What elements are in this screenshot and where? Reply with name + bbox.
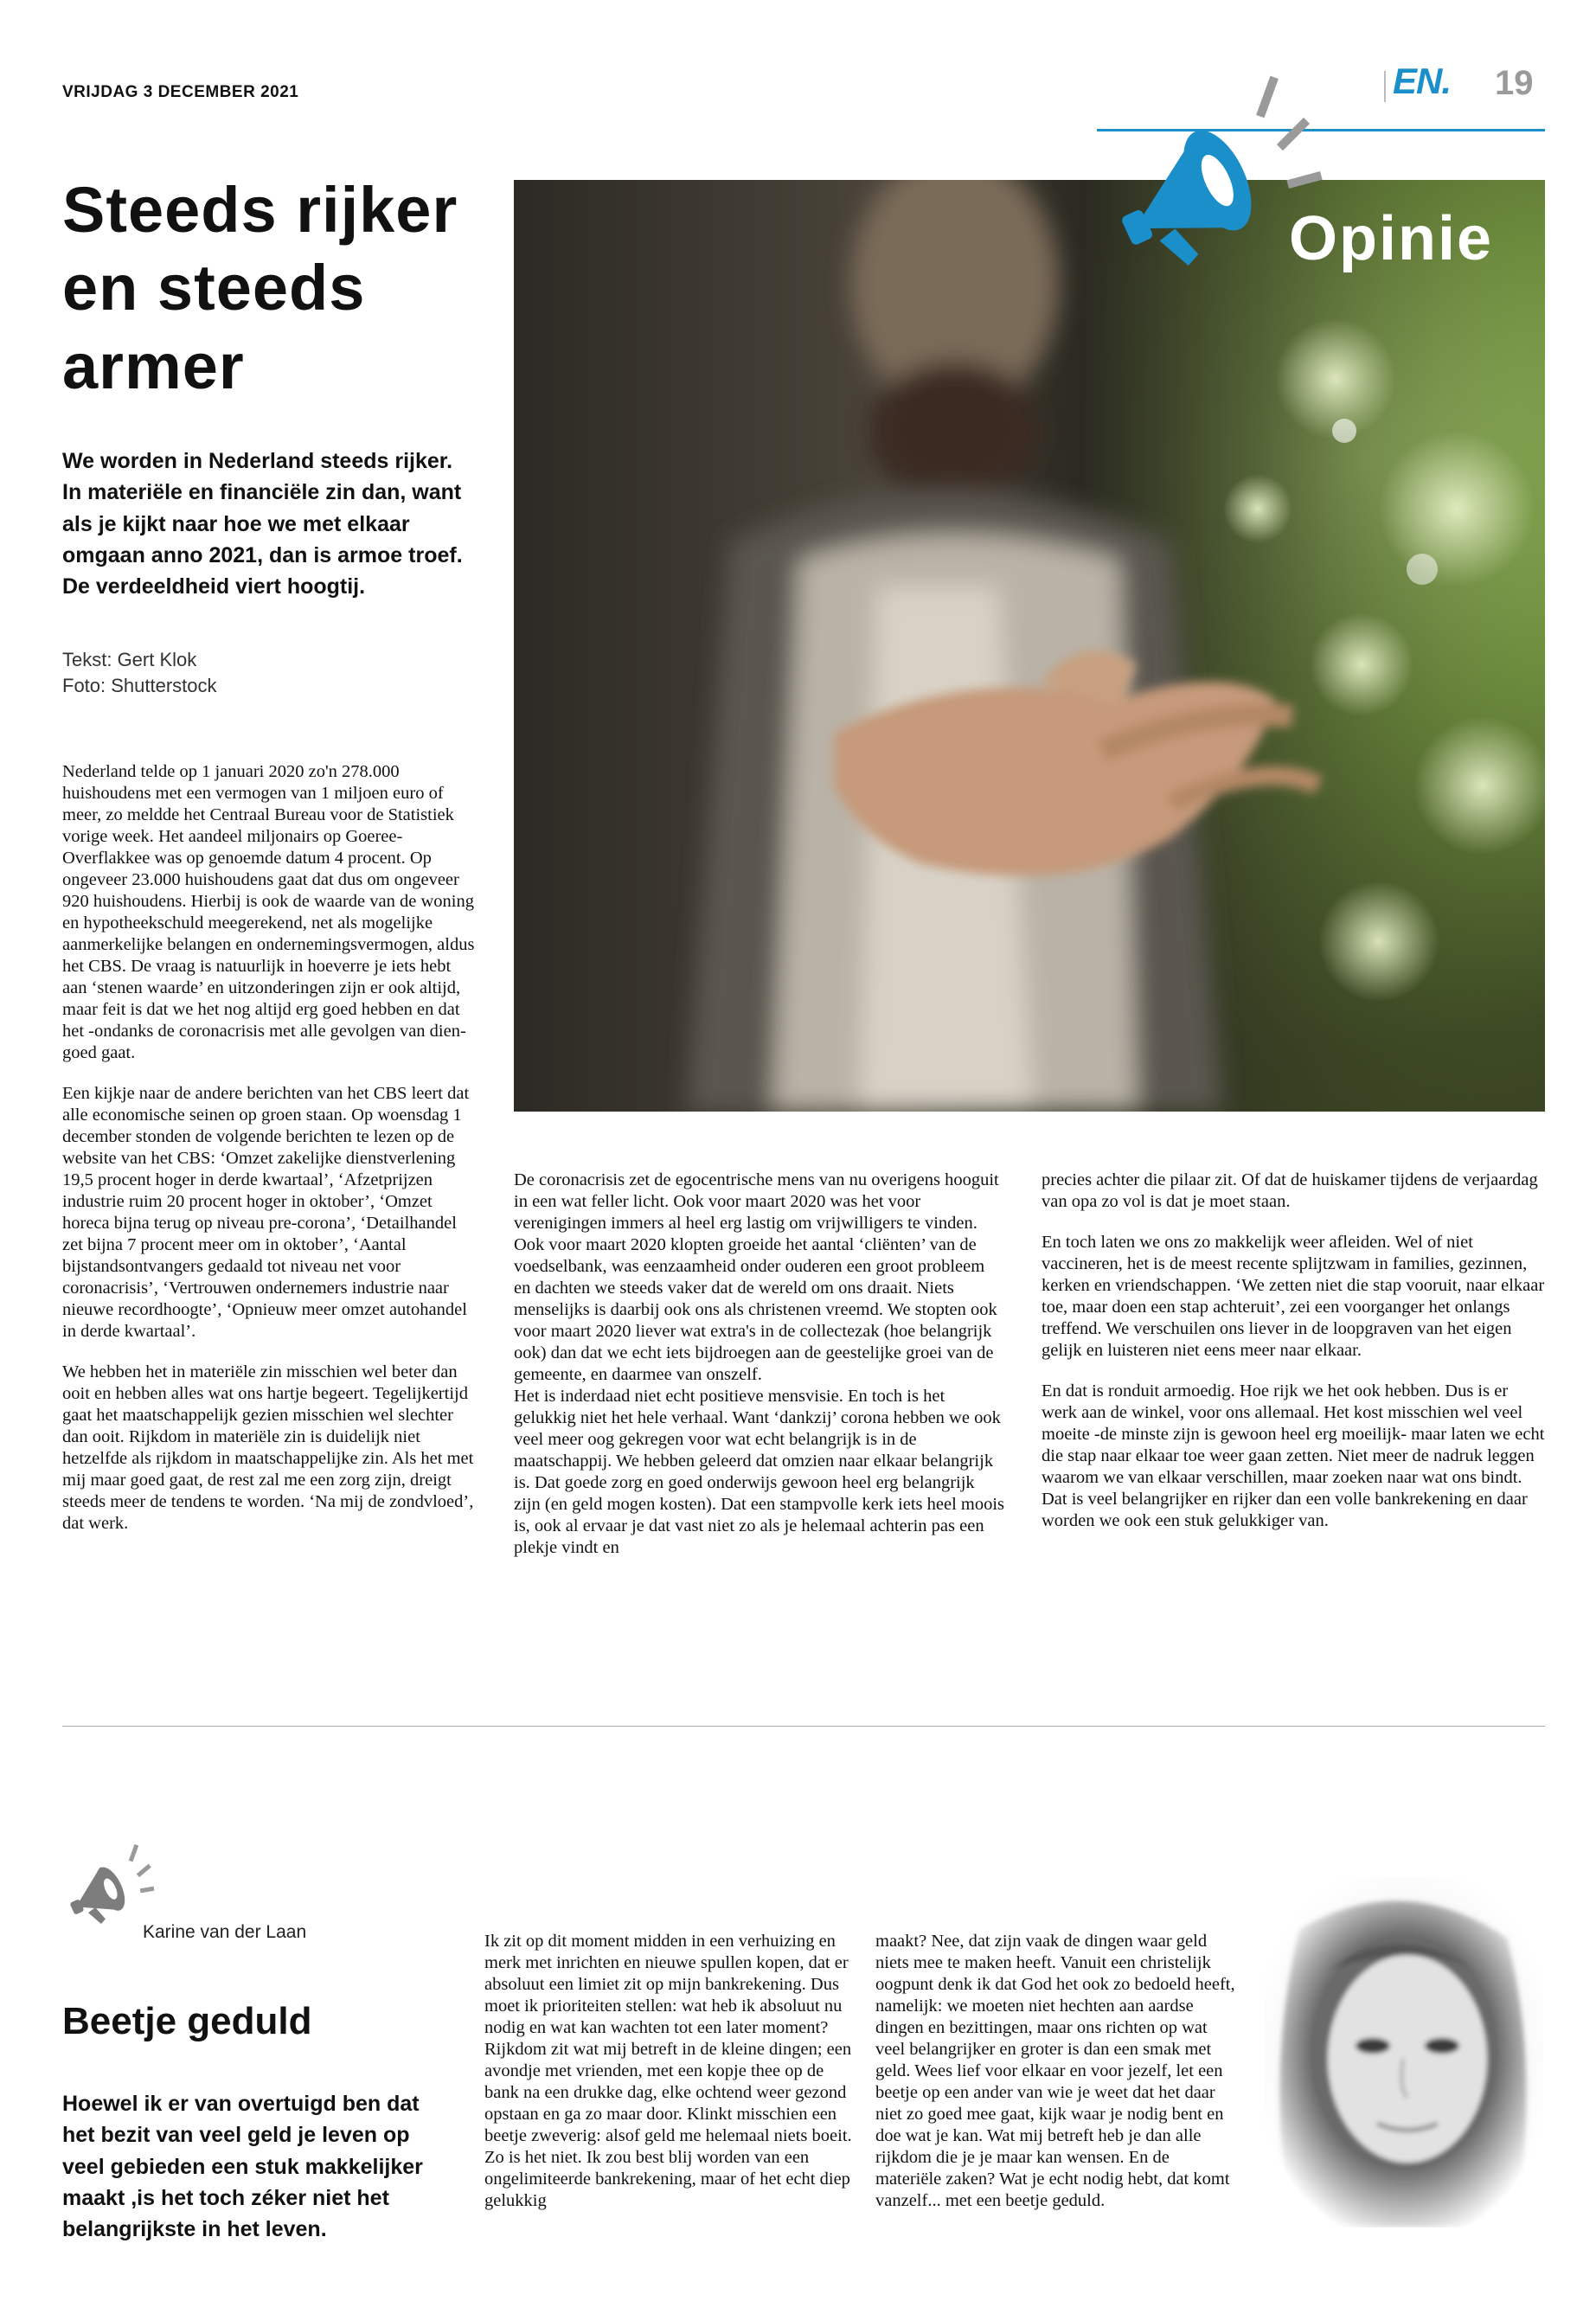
paragraph: precies achter die pilaar zit. Of dat de huiskamer tijdens de verjaardag van opa zo vol is dat je moet staan. — [1042, 1170, 1538, 1211]
headline-line: Steeds rijker — [62, 174, 458, 246]
column-body-2 — [875, 1931, 1239, 2231]
lede-line: De verdeeldheid viert hoogtij. — [62, 574, 366, 599]
lede-line: het bezit van veel geld je leven op — [62, 2123, 410, 2148]
article-column-1 — [62, 761, 476, 1554]
section-label: Opinie — [1289, 204, 1494, 273]
paragraph: En dat is ronduit armoedig. Hoe rijk we het ook hebben. Dus is er werk aan de winkel, voor ons allemaal. Het kost misschien wel veel moeite -de minste zijn is gewoon heel erg moeilijk- maar laten we echt die stap naar elkaar toe weer gaan zetten. Niet meer de nadruk leggen waarom we van elkaar verschillen, maar zoeken naar wat ons bindt. Dat is veel belangrijker en rijker dan een volle bankrekening en daar worden we ook een stuk gelukkiger van. — [1042, 1381, 1545, 1530]
small-megaphone-icon — [62, 1841, 157, 1927]
lede-line: belangrijkste in het leven. — [62, 2217, 327, 2241]
paragraph: Het is inderdaad niet echt positieve mensvisie. En toch is het gelukkig niet het hele verhaal. Want ‘dankzij’ corona hebben we ook veel meer oog gekregen voor wat echt belangrijk is in de maatschappij. We hebben geleerd dat omzien naar elkaar belangrijk is. Dat goede zorg en goed onderwijs gewoon heel erg belangrijk zijn (en geld mogen kosten). Dat een stampvolle kerk iets heel moois is, ook al ervaar je dat vast niet zo als je helemaal achterin pas een plekje vindt en — [514, 1387, 1005, 1557]
lede-line: als je kijkt naar hoe we met elkaar — [62, 511, 410, 536]
lede-line: maakt ,is het toch zéker niet het — [62, 2185, 389, 2210]
page-number: 19 — [1495, 64, 1534, 102]
paragraph: We hebben het in materiële zin misschien wel beter dan ooit en hebben alles wat ons hartje begeert. Tegelijkertijd gaat het maatschappelijk gezien misschien wel slechter dan ooit. Rijkdom in materiële zin is duidelijk niet hetzelfde als rijkdom in maatschappelijke zin. Als het met mij maar goed gaat, de rest zal me een zorg zijn, dreigt steeds meer de tendens te worden. ‘Na mij de zondvloed’, dat werk. — [62, 1362, 474, 1533]
headline-line: armer — [62, 330, 245, 402]
headline-line: en steeds — [62, 252, 366, 324]
article-lede — [62, 445, 512, 602]
paragraph: En toch laten we ons zo makkelijk weer afleiden. Wel of niet vaccineren, het is de meest recente splijtzwam in families, gezinnen, kerken en vriendschappen. ‘We zetten niet die stap vooruit, naar elkaar toe, maar doen een stap achteruit’, zei een voorganger het onlangs treffend. We verschuilen ons liever in de loopgraven van het eigen gelijk en luisteren niet eens meer naar elkaar. — [1042, 1233, 1545, 1360]
paragraph: Nederland telde op 1 januari 2020 zo'n 278.000 huishoudens met een vermogen van 1 miljoen euro of meer, zo meldde het Centraal Bureau voor de Statistiek vorige week. Het aandeel miljonairs op Goeree-Overflakkee was op genoemde datum 4 procent. Op ongeveer 23.000 huishoudens gaat dat dus om ongeveer 920 huishoudens. Hierbij is ook de waarde van de woning en hypotheekschuld meegerekend, net als mogelijke aanmerkelijke belangen en ondernemingsvermogen, aldus het CBS. De vraag is natuurlijk in hoeverre je iets hebt aan ‘stenen waarde’ en uitzonderingen zijn er ook altijd, maar feit is dat we het nog altijd erg goed hebben en dat het -ondanks de coronacrisis met alle gevolgen van dien- goed gaat. — [62, 762, 475, 1062]
column-headline: Beetje geduld — [62, 2000, 312, 2042]
article-headline — [62, 171, 512, 406]
paragraph: Ik zit op dit moment midden in een verhuizing en merk met inrichten en nieuwe spullen kopen, dat er absoluut een limiet zit op mijn bankrekening. Dus moet ik prioriteiten stellen: wat heb ik absoluut nu nodig en wat kan wachten tot een later moment? Rijkdom zit wat mij betreft in de kleine dingen; een avondje met vrienden, met een kopje thee op de bank na een drukke dag, elke ochtend weer gezond opstaan en ga zo maar door. Klinkt misschien een beetje zweverig: alsof geld me helemaal niets boeit. Zo is het niet. Ik zou best blij worden van een ongelimiteerde bankrekening, maar of het echt diep gelukkig — [484, 1932, 852, 2210]
article-column-3 — [1042, 1170, 1545, 1551]
brand-logo: EN. — [1393, 61, 1452, 101]
lede-line: Hoewel ik er van overtuigd ben dat — [62, 2092, 420, 2116]
credit-photo: Foto: Shutterstock — [62, 674, 217, 696]
article-credits — [62, 647, 217, 698]
hero-photo — [514, 180, 1545, 1112]
lede-line: We worden in Nederland steeds rijker. — [62, 449, 453, 473]
masthead-separator — [1384, 71, 1386, 102]
lede-line: In materiële en financiële zin dan, want — [62, 480, 462, 505]
author-name: Karine van der Laan — [143, 1922, 307, 1942]
paragraph: maakt? Nee, dat zijn vaak de dingen waar geld niets mee te maken heeft. Vanuit een christelijk oogpunt denk ik dat God het ook zo bedoeld heeft, namelijk: we moeten niet hechten aan aardse dingen en bezittingen, maar ons richten op wat veel belangrijker en groter is dan een smak met geld. Wees lief voor elkaar en voor jezelf, let een beetje op een ander van wie je weet dat het daar niet zo goed mee gaat, kijk waar je nodig bent en doe wat je kan. Wat mij betreft heb je dan alle rijkdom die je je maar kan wensen. En de materiële zaken? Wat je echt nodig hebt, dat komt vanzelf... met een beetje geduld. — [875, 1932, 1235, 2210]
section-divider — [62, 1726, 1545, 1727]
column-body-1 — [484, 1931, 856, 2231]
lede-line: omgaan anno 2021, dan is armoe troef. — [62, 542, 463, 567]
issue-date: VRIJDAG 3 DECEMBER 2021 — [62, 83, 299, 101]
credit-text: Tekst: Gert Klok — [62, 649, 197, 670]
lede-line: veel gebieden een stuk makkelijker — [62, 2154, 423, 2179]
paragraph: Een kijkje naar de andere berichten van het CBS leert dat alle economische seinen op groen staan. Op woensdag 1 december stonden de volgende berichten te lezen op de website van het CBS: ‘Omzet zakelijke dienstverlening 19,5 procent hoger in derde kwartaal’, ‘Afzetprijzen industrie ruim 20 procent hoger in oktober’, ‘Omzet horeca bijna terug op niveau pre-corona’, ‘Detailhandel zet bijna 7 procent meer om in oktober’, ‘Aantal bijstandsontvangers gedaald tot niveau net voor coronacrisis’, ‘Vertrouwen ondernemers industrie naar nieuwe recordhoogte’, ‘Opnieuw meer omzet autohandel in derde kwartaal’. — [62, 1084, 470, 1341]
column-lede — [62, 2088, 443, 2245]
paragraph: De coronacrisis zet de egocentrische mens van nu overigens hooguit in een wat feller licht. Ook voor maart 2020 was het voor verenigingen immers al heel erg lastig om vrijwilligers te vinden. Ook voor maart 2020 klopten groeide het aantal ‘cliënten’ van de voedselbank, was eenzaamheid onder ouderen een groot probleem en dachten we steeds vaker dat de wereld om ons draait. Niets menselijks is daarbij ook ons als christenen vreemd. We stopten ook voor maart 2020 liever wat extra's in de collectezak (hoe belangrijk ook) dan dat we echt iets bijdroegen aan de geestelijke groei van de gemeente, en daarmee van onszelf. — [514, 1170, 999, 1384]
author-portrait — [1265, 1877, 1543, 2227]
outstretched-hand-photo — [514, 180, 1545, 1112]
article-column-2 — [514, 1170, 1005, 1578]
